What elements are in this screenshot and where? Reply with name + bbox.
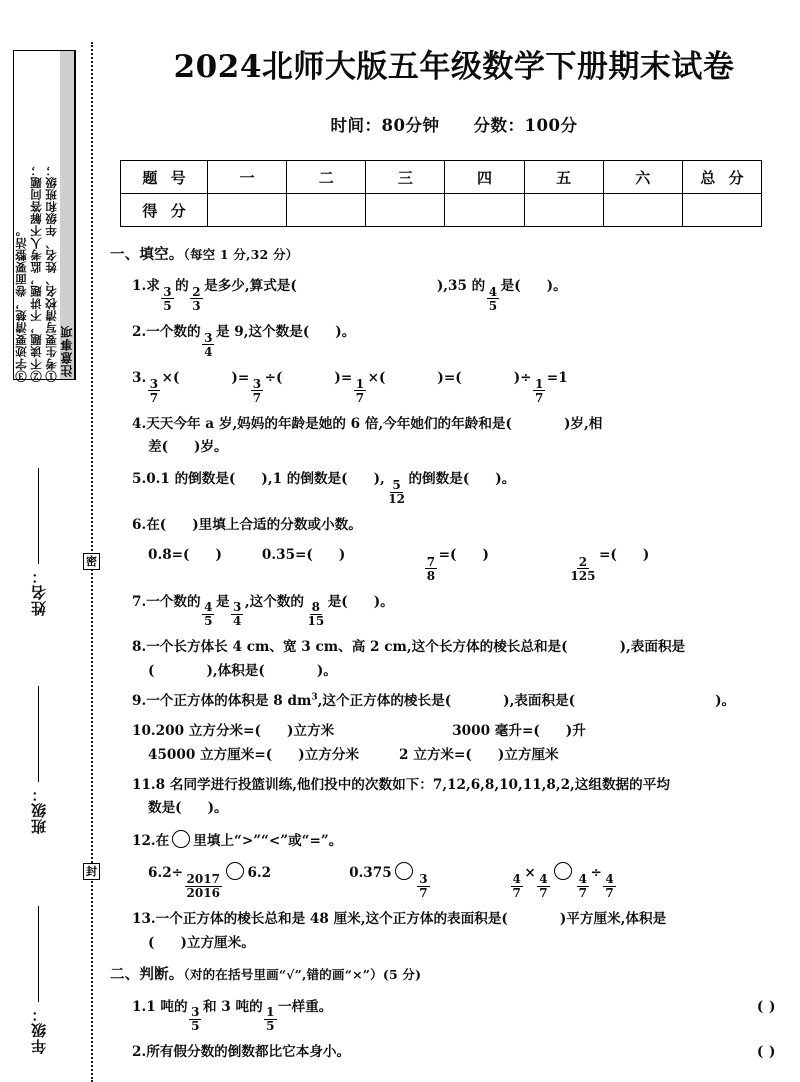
q1-text-6: )。 [546, 278, 567, 295]
q3-text-4: )= [334, 369, 353, 386]
judge-answer-paren[interactable]: ( ) [756, 998, 776, 1015]
student-grade-line [38, 906, 40, 1002]
seal-mark-feng: 封 [83, 863, 100, 880]
page-title: 2024北师大版五年级数学下册期末试卷 [173, 49, 735, 85]
q11-text-1: 8 名同学进行投篮训练,他们投中的次数如下：7,12,6,8,10,11,8,2,这组数据的平均 [155, 777, 670, 793]
q12-op-multiply: × [524, 865, 536, 882]
q10-d2: )立方厘米 [497, 746, 559, 763]
table-row-scores [121, 194, 762, 227]
questions-body [108, 244, 800, 1064]
student-name-label: 姓名： [30, 568, 48, 616]
q6-d2: =( [598, 547, 617, 564]
question-number: 12. [132, 832, 156, 849]
judge1-text-1: 1 吨的 [146, 998, 188, 1015]
fraction-1-7: $\frac{1}{7}$ [355, 376, 365, 405]
question-11-continued [148, 797, 800, 820]
fraction-4-5: $\frac{4}{5}$ [204, 600, 213, 629]
judge2-text-1: 所有假分数的倒数都比它本身小。 [146, 1044, 351, 1061]
q13-text-1: 一个正方体的棱长总和是 48 厘米,这个正方体的表面积是( [155, 911, 508, 928]
question-8 [132, 636, 800, 683]
q8-text-2: ),表面积是 [619, 639, 686, 656]
score-table-col-1: 一 [208, 161, 287, 194]
q9-text-2: ,这个正方体的棱长是( [317, 692, 452, 709]
notice-item: ①考生要写清校名、姓名、年级和班级； [44, 164, 58, 382]
q12-text-1: 在 [155, 832, 170, 849]
fraction-5-12: $\frac{5}{12}$ [388, 478, 405, 506]
q7-text-1: 一个数的 [146, 593, 201, 610]
fraction-4-7: $\frac{4}{7}$ [539, 872, 548, 901]
fraction-7-8: $\frac{7}{8}$ [426, 554, 436, 583]
q8-text-4: ),体积是( [206, 662, 265, 679]
q8-text-5: )。 [316, 662, 337, 679]
q9-text-3: ),表面积是( [503, 692, 576, 709]
judge1-text-3: 一样重。 [278, 998, 333, 1015]
notice-item: ②不读题，不讲题，监考人不解答问题； [29, 164, 43, 382]
q7-text-4: 是( [327, 593, 348, 610]
q6-c2: =( [438, 547, 457, 564]
question-10-continued [148, 744, 800, 767]
q4-text-4: )岁。 [194, 439, 228, 456]
question-5 [132, 468, 800, 505]
q2-text-2: 是 9,这个数是( [215, 323, 310, 340]
q10-a: 200 立方分米=( [155, 723, 261, 740]
comparison-circle[interactable] [554, 862, 572, 880]
student-grade-field[interactable] [28, 906, 49, 1054]
question-7 [132, 591, 800, 628]
q9-text-1: 一个正方体的体积是 8 dm [146, 692, 312, 709]
exam-meta [108, 112, 800, 136]
question-10 [132, 720, 800, 767]
q13-text-2: )平方厘米,体积是 [559, 911, 667, 928]
q5-text-5: )。 [495, 471, 516, 488]
q7-text-2: 是 [215, 593, 230, 610]
question-number: 2. [132, 1044, 147, 1061]
fraction-2-125: $\frac{2}{125}$ [570, 554, 596, 583]
question-number: 5. [132, 471, 147, 488]
question-number: 4. [132, 415, 147, 432]
q3-text-8: =1 [546, 369, 568, 386]
section-title: 一、填空。 [110, 246, 184, 263]
score-table-col-3: 三 [366, 161, 445, 194]
q4-text-1: 天天今年 a 岁,妈妈的年龄是她的 6 倍,今年她们的年龄和是( [146, 415, 512, 432]
question-number: 13. [132, 911, 156, 928]
score-table-row-label: 得 分 [121, 194, 208, 227]
score-table-col-5: 五 [524, 161, 603, 194]
notice-title: 注意事项 [60, 51, 75, 379]
fraction-3-4: $\frac{3}{4}$ [233, 600, 242, 629]
judge-question-2 [132, 1041, 800, 1064]
question-6 [132, 514, 800, 537]
q1-text-2: 的 [175, 278, 189, 295]
q10-a2: )立方米 [286, 723, 335, 740]
q3-text-3: ÷( [264, 369, 283, 386]
q8-text-1: 一个长方体长 4 cm、宽 3 cm、高 2 cm,这个长方体的棱长总和是( [146, 639, 568, 656]
exam-paper-main [108, 0, 800, 1082]
q10-b2: )升 [565, 723, 586, 740]
score-cell[interactable] [366, 194, 445, 227]
student-grade-label: 年级： [30, 1006, 48, 1054]
q9-superscript: 3 [311, 692, 318, 703]
q12-op-divide: ÷ [590, 865, 602, 882]
notice-box [13, 50, 76, 380]
score-cell[interactable] [682, 194, 761, 227]
question-number: 11. [132, 777, 156, 793]
fraction-2017-2016: $\frac{2017}{2016}$ [186, 872, 220, 901]
q7-text-3: ,这个数的 [244, 593, 304, 610]
notice-item-list [13, 51, 60, 385]
question-number: 1. [132, 278, 147, 295]
question-13 [132, 908, 800, 955]
q1-text-5: 是( [500, 278, 521, 295]
score-cell[interactable] [208, 194, 287, 227]
section-heading-fill [110, 244, 800, 266]
fraction-8-15: $\frac{8}{15}$ [307, 600, 325, 629]
question-12-comparisons [148, 862, 800, 899]
question-number: 1. [132, 998, 147, 1015]
section-points: （每空 1 分,32 分） [183, 247, 299, 262]
score-cell[interactable] [603, 194, 682, 227]
question-number: 7. [132, 593, 147, 610]
q10-c: 45000 立方厘米=( [148, 746, 273, 763]
exam-total-score: 分数：100分 [473, 116, 578, 135]
comparison-circle[interactable] [395, 862, 413, 880]
q6-text-1: 在( [146, 517, 167, 533]
question-6-conversions [148, 544, 800, 581]
question-11 [132, 774, 800, 821]
q3-text-2: )= [231, 369, 250, 386]
fraction-1-7: $\frac{1}{7}$ [535, 376, 544, 405]
q1-text-3: 是多少,算式是( [204, 278, 297, 295]
fraction-3-4: $\frac{3}{4}$ [204, 330, 213, 359]
student-name-line [38, 468, 40, 564]
q3-text-1: ×( [161, 369, 180, 386]
score-table-col-4: 四 [445, 161, 524, 194]
seal-mark-mi: 密 [83, 553, 100, 570]
q3-text-5: ×( [367, 369, 386, 386]
q6-b: 0.35=( [261, 547, 313, 564]
student-class-line [38, 686, 40, 782]
question-number: 6. [132, 517, 147, 533]
q2-text-3: )。 [335, 323, 356, 340]
question-number: 3. [132, 369, 147, 386]
q12-b1: 0.375 [349, 865, 392, 882]
score-table-row-label: 题 号 [121, 161, 208, 194]
q5-text-4: 的倒数是( [408, 471, 470, 488]
q11-text-2: 数是( [148, 800, 182, 817]
q6-c3: ) [482, 547, 489, 564]
notice-item: ③字迹要清楚，卷面要整洁。 [14, 224, 28, 382]
fraction-3-7: $\frac{3}{7}$ [419, 872, 428, 901]
question-13-continued [148, 932, 800, 955]
q5-text-1: 0.1 的倒数是( [146, 471, 236, 488]
q12-a1: 6.2÷ [148, 865, 184, 882]
score-table [120, 160, 762, 227]
q12-text-2: 里填上“>”“<”或“=”。 [193, 832, 343, 849]
q6-d3: ) [642, 547, 650, 564]
q3-text-7: )÷ [513, 369, 532, 386]
comparison-circle[interactable] [226, 862, 244, 880]
fraction-3-7: $\frac{3}{7}$ [149, 376, 159, 405]
q5-text-3: ), [373, 471, 385, 488]
question-9 [132, 690, 800, 713]
q7-text-5: )。 [373, 593, 394, 610]
q4-text-3: 差( [148, 439, 169, 456]
q10-b: 3000 毫升=( [452, 723, 540, 740]
score-cell[interactable] [287, 194, 366, 227]
section-heading-judge [110, 964, 800, 986]
q13-text-4: )立方厘米。 [180, 934, 255, 951]
q6-a2: ) [215, 547, 222, 564]
q12-a2: 6.2 [247, 865, 272, 882]
q13-text-3: ( [148, 934, 155, 951]
question-number: 10. [132, 723, 156, 740]
fraction-3-5: $\frac{3}{5}$ [191, 1005, 200, 1034]
fraction-3-7: $\frac{3}{7}$ [252, 376, 262, 405]
q11-text-3: )。 [207, 800, 228, 817]
q5-text-2: ),1 的倒数是( [261, 471, 348, 488]
score-cell[interactable] [524, 194, 603, 227]
score-table-col-6: 六 [603, 161, 682, 194]
judge-answer-paren[interactable]: ( ) [756, 1044, 776, 1061]
question-8-continued [148, 660, 800, 683]
student-name-field[interactable] [28, 468, 49, 616]
judge-question-1 [132, 996, 800, 1033]
question-1 [132, 275, 800, 312]
q1-text-1: 求 [146, 278, 160, 295]
fraction-4-7: $\frac{4}{7}$ [578, 872, 588, 901]
q1-text-4: ),35 的 [436, 278, 486, 295]
q8-text-3: ( [148, 662, 155, 679]
student-class-field[interactable] [28, 686, 49, 834]
q6-text-2: )里填上合适的分数或小数。 [192, 517, 362, 533]
question-4-continued [148, 436, 800, 459]
left-margin-zone [0, 0, 108, 1082]
q3-text-6: )=( [437, 369, 462, 386]
fraction-1-5: $\frac{1}{5}$ [266, 1005, 275, 1034]
score-cell[interactable] [445, 194, 524, 227]
judge1-text-2: 和 3 吨的 [202, 998, 263, 1015]
question-4 [132, 413, 800, 460]
section-title: 二、判断。 [110, 966, 184, 984]
question-number: 9. [132, 692, 147, 709]
question-number: 2. [132, 323, 147, 340]
score-table-col-total: 总 分 [682, 161, 761, 194]
fraction-4-5: $\frac{4}{5}$ [488, 284, 498, 313]
student-class-label: 班级： [30, 786, 48, 834]
fraction-2-3: $\frac{2}{3}$ [192, 284, 201, 313]
q6-b2: ) [338, 547, 346, 564]
comparison-circle[interactable] [172, 830, 190, 848]
fraction-4-7: $\frac{4}{7}$ [605, 872, 614, 901]
q10-d: 2 立方米=( [399, 746, 472, 763]
fraction-4-7: $\frac{4}{7}$ [512, 872, 521, 901]
q4-text-2: )岁,相 [563, 415, 603, 432]
question-number: 8. [132, 639, 147, 656]
fraction-3-5: $\frac{3}{5}$ [163, 284, 172, 313]
q9-text-4: )。 [715, 692, 736, 709]
exam-time: 时间：80分钟 [330, 116, 440, 135]
q10-c2: )立方分米 [298, 746, 360, 763]
table-row-header [121, 161, 762, 194]
question-2 [132, 321, 800, 358]
section-points: （对的在括号里画“√”,错的画“×”）(5 分) [183, 967, 422, 983]
q2-text-1: 一个数的 [146, 323, 201, 340]
q6-a: 0.8=( [148, 547, 190, 564]
question-12 [132, 830, 800, 853]
score-table-col-2: 二 [287, 161, 366, 194]
question-3 [132, 367, 800, 404]
